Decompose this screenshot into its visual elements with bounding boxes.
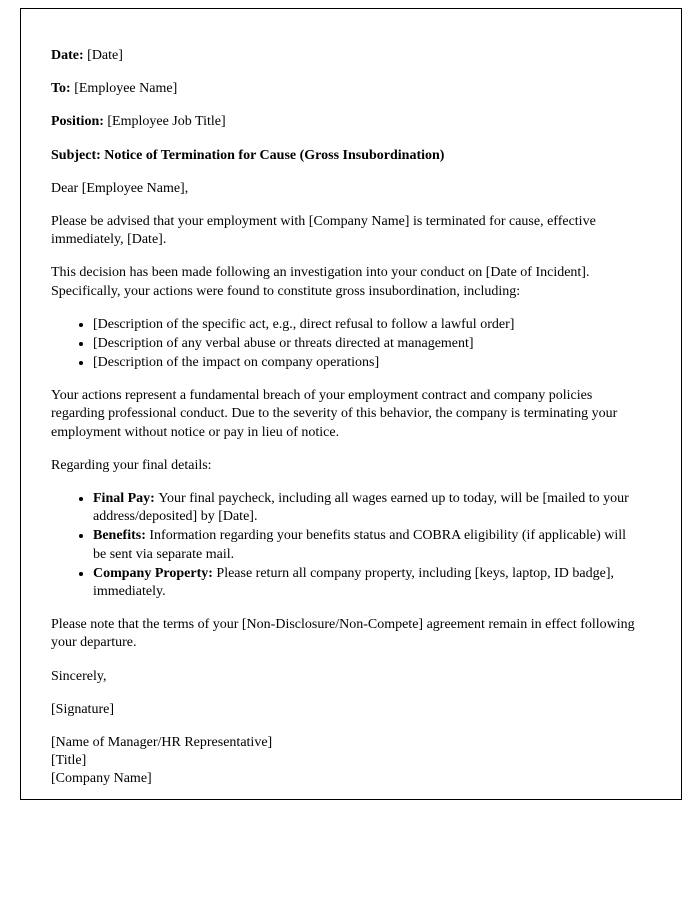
final-pay-label: Final Pay: [93, 491, 159, 506]
signature-company-line: [Company Name] [51, 771, 152, 787]
signature-title-line: [Title] [51, 753, 87, 769]
paragraph-investigation: This decision has been made following an investigation into your conduct on [Date of Incident]. Specifically, your actions were found to constitute gross insubordination, including: [51, 265, 590, 299]
final-pay-bullet-item [93, 490, 635, 526]
incident-bullet-item: • [Description of the impact on company operations] [93, 354, 635, 372]
closing: Sincerely, [51, 668, 107, 684]
benefits-bullet-item [93, 527, 635, 563]
incident-bullet-list [51, 316, 635, 373]
benefits-label: Benefits: [93, 528, 150, 544]
salutation: Dear [Employee Name], [51, 180, 189, 196]
paragraph-breach: Your actions represent a fundamental breach of your employment contract and company policies regarding professional conduct. Due to the severity of this behavior, the company is terminating your employment without notice or pay in lieu of notice. [51, 388, 618, 440]
incident-bullet-item: • [Description of the specific act, e.g., direct refusal to follow a lawful order] [93, 316, 635, 334]
paragraph-agreement: Please note that the terms of your [Non-Disclosure/Non-Compete] agreement remain in effect following your departure. [51, 617, 635, 651]
paragraph-final-details-intro: Regarding your final details: [51, 457, 212, 473]
incident-bullet-item: • [Description of any verbal abuse or threats directed at management] [93, 335, 635, 353]
position-value: [Employee Job Title] [107, 114, 226, 130]
date-label: Date: [51, 48, 88, 63]
signature-placeholder: [Signature] [51, 701, 114, 717]
to-value: [Employee Name] [74, 81, 178, 97]
date-value: [Date] [87, 48, 123, 63]
position-label: Position: [51, 114, 108, 130]
to-line [51, 80, 635, 98]
date-line [51, 47, 635, 65]
position-line [51, 113, 635, 131]
signature-name-line: [Name of Manager/HR Representative] [51, 734, 273, 750]
subject-text: Subject: Notice of Termination for Cause (Gross Insubordination) [51, 147, 445, 163]
final-details-bullet-list [51, 490, 635, 601]
paragraph-termination: Please be advised that your employment with [Company Name] is terminated for cause, effective immediately, [Date]. [51, 213, 596, 248]
letter-page [20, 8, 682, 800]
final-pay-text: Your final paycheck, including all wages earned up to today, will be [mailed to your address/deposited] by [Date]. [93, 491, 629, 525]
benefits-text: Information regarding your benefits status and COBRA eligibility (if applicable) will be sent via separate mail. [93, 528, 627, 562]
to-label: To: [51, 81, 75, 97]
subject-line [51, 147, 635, 165]
company-property-label: Company Property: [93, 565, 217, 581]
company-property-text: Please return all company property, including [keys, laptop, ID badge], immediately. [93, 565, 614, 599]
company-property-bullet-item [93, 565, 635, 601]
